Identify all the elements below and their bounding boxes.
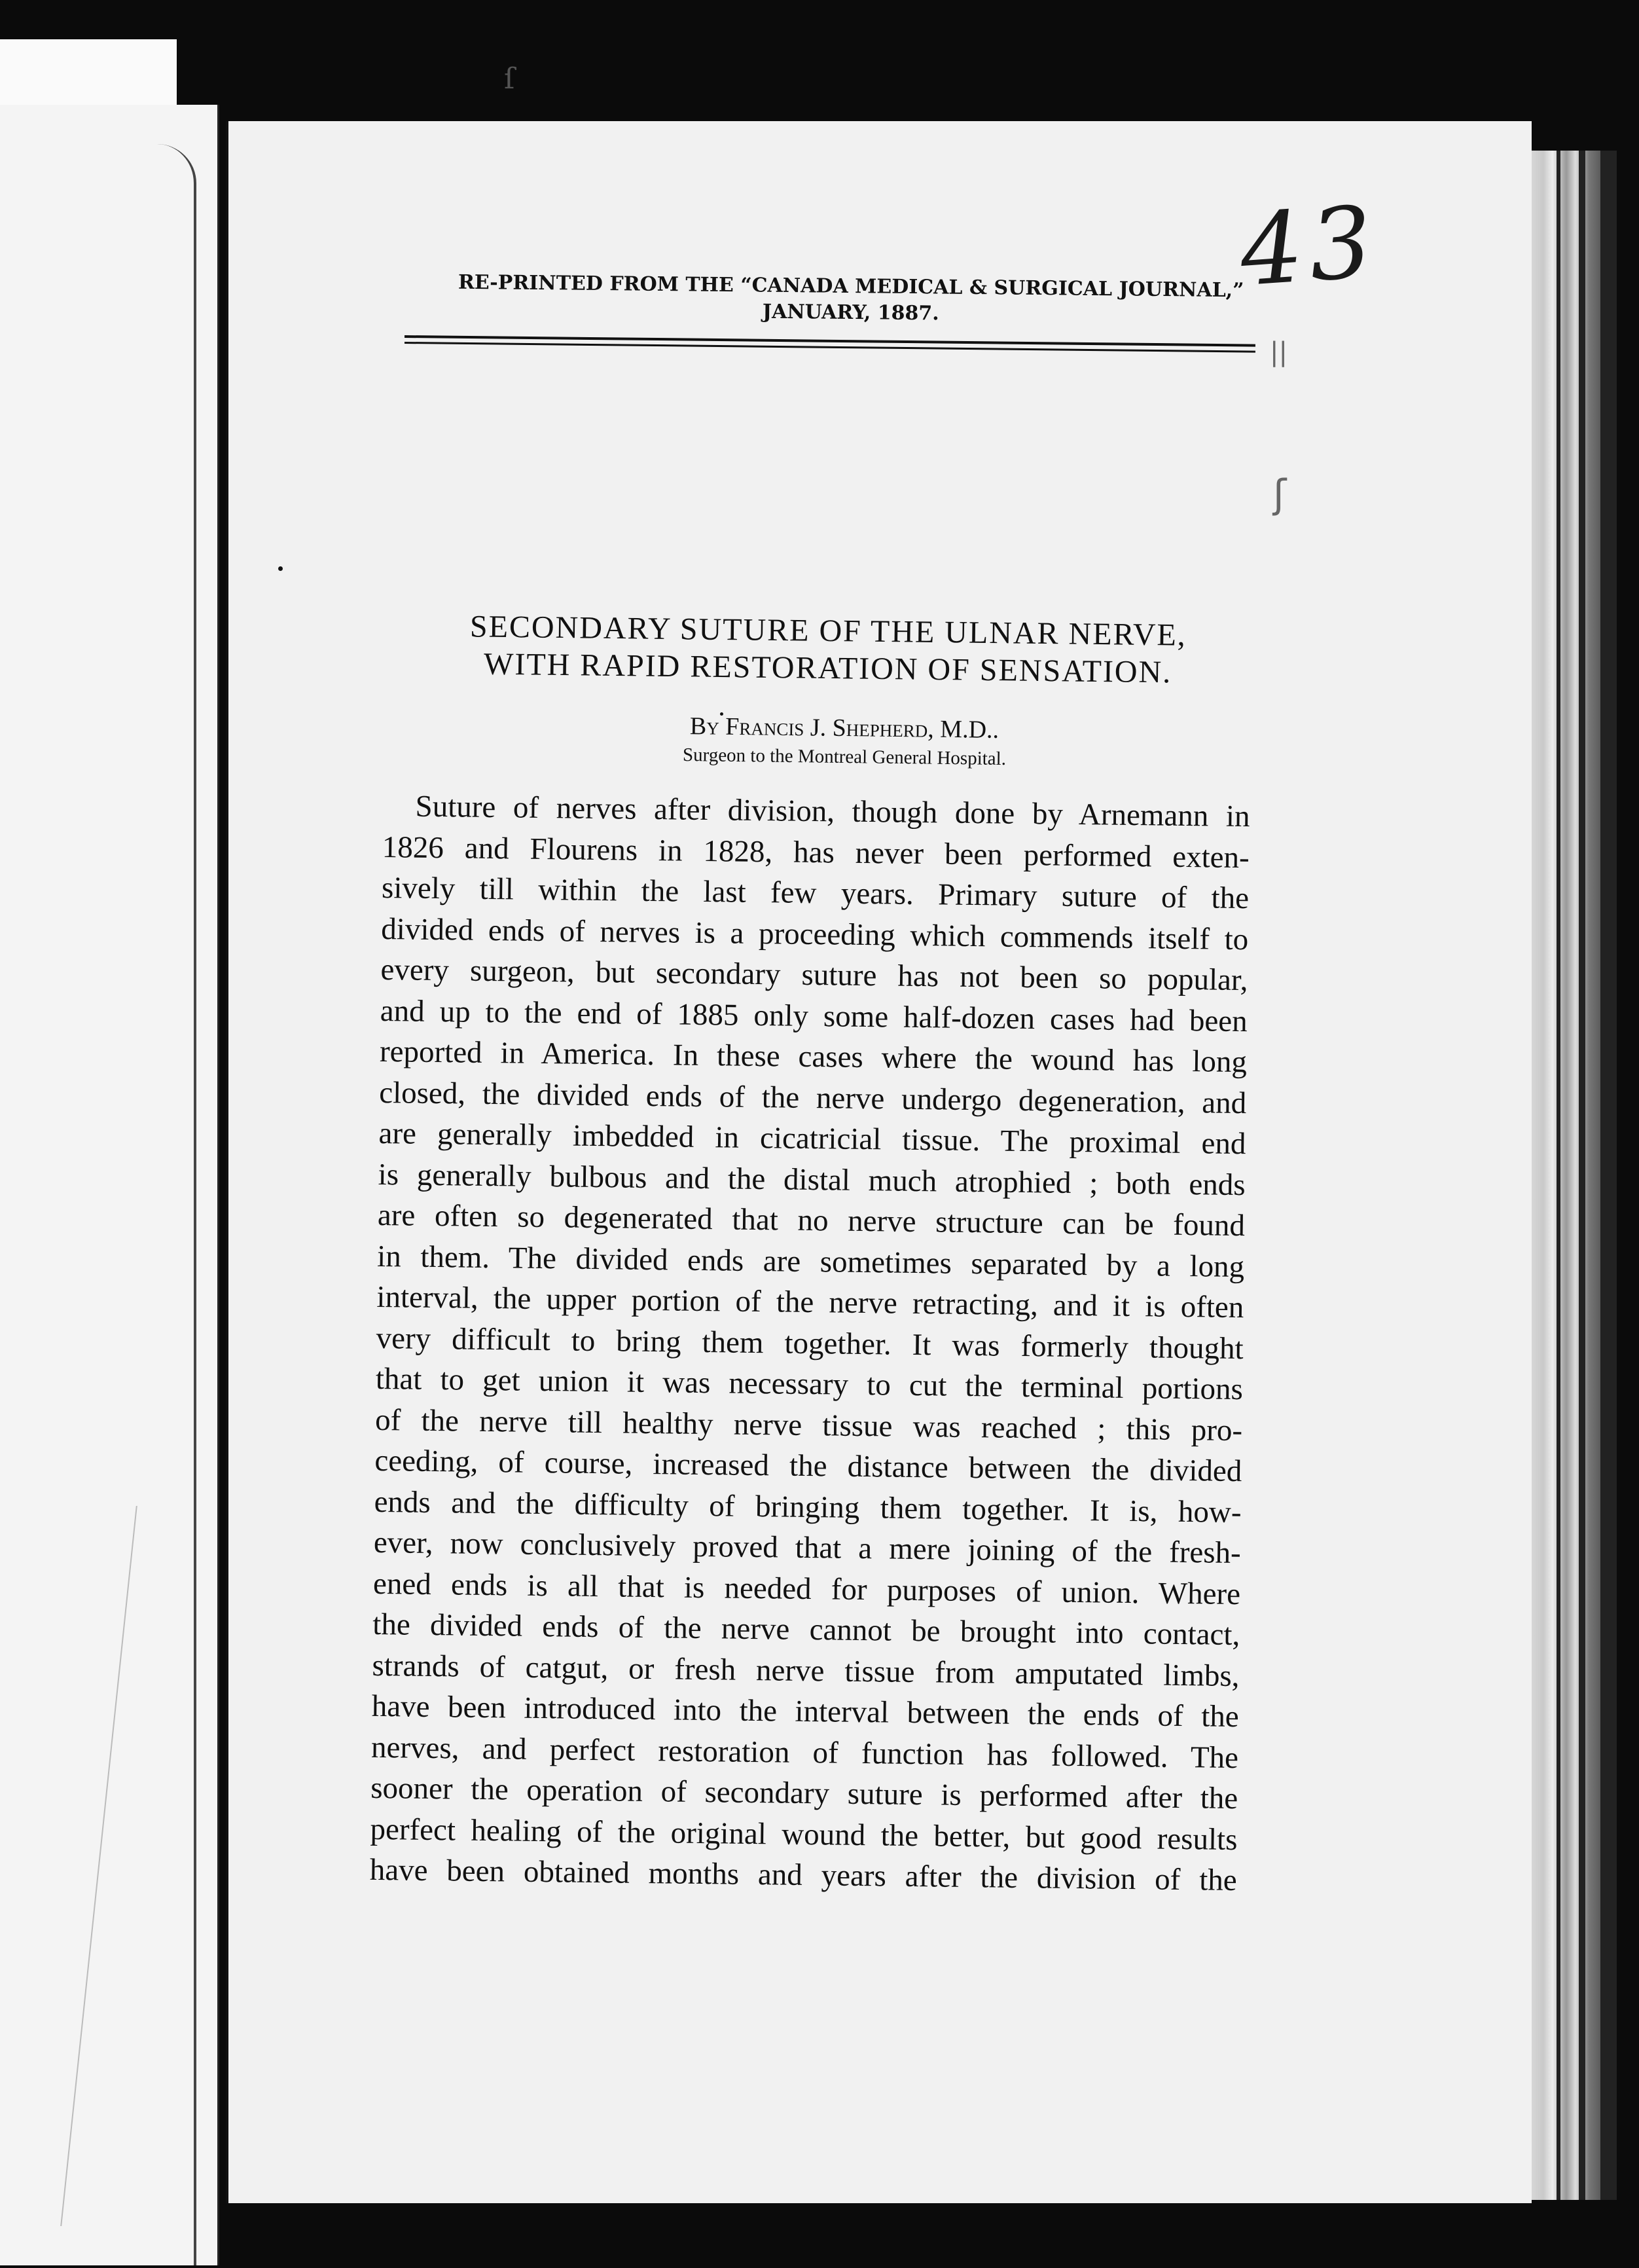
body-line: have been obtained months and years after the division of the	[369, 1852, 1237, 1898]
body-line: of the nerve till healthy nerve tissue was reached ; this pro-	[374, 1402, 1243, 1448]
body-line: sooner the operation of secondary suture is performed after the	[370, 1770, 1238, 1816]
body-line: nerves, and perfect restoration of function has followed. The	[370, 1730, 1239, 1775]
body-line: the divided ends of the nerve cannot be brought into contact,	[372, 1607, 1240, 1653]
margin-mark: ʃ	[1273, 471, 1287, 517]
body-line: are generally imbedded in cicatricial tissue. The proximal end	[378, 1116, 1246, 1161]
body-line: ever, now conclusively proved that a mere joining of the fresh-	[373, 1525, 1242, 1571]
handwritten-folio-number: 43	[1236, 185, 1382, 309]
page-stack-line	[1600, 151, 1617, 2200]
article-body	[369, 786, 1250, 1901]
body-line: perfect healing of the original wound the better, but good results	[370, 1812, 1238, 1857]
body-line: sively till within the last few years. Primary suture of the	[381, 870, 1250, 916]
body-line: 1826 and Flourens in 1828, has never been performed exten-	[382, 830, 1250, 875]
reprint-source: RE-PRINTED FROM THE “CANADA MEDICAL & SURGICAL JOURNAL,”	[458, 270, 1244, 302]
article-title	[392, 607, 1263, 692]
page-stack-line	[1557, 151, 1560, 2200]
body-line: divided ends of nerves is a proceeding which commends itself to	[381, 911, 1249, 957]
title-line: SECONDARY SUTURE OF THE ULNAR NERVE,	[469, 609, 1187, 653]
body-line: are often so degenerated that no nerve structure can be found	[377, 1198, 1246, 1243]
ink-speck	[278, 566, 283, 571]
author-byline: By Francis J. Shepherd, M.D..	[689, 712, 1000, 744]
body-line: have been introduced into the interval between the ends of the	[371, 1689, 1240, 1734]
title-line: WITH RAPID RESTORATION OF SENSATION.	[483, 646, 1172, 690]
left-page-edge	[0, 39, 177, 111]
body-line: reported in America. In these cases where the wound has long	[379, 1034, 1248, 1080]
body-line: ened ends is all that is needed for purposes of union. Where	[372, 1566, 1241, 1611]
body-line: strands of catgut, or fresh nerve tissue from amputated limbs,	[372, 1648, 1240, 1693]
page-stack-line	[1579, 151, 1585, 2200]
margin-mark: ||	[1270, 337, 1288, 367]
left-page-curve	[157, 144, 196, 2265]
body-line: in them. The divided ends are sometimes separated by a long	[376, 1239, 1245, 1284]
reprint-date: JANUARY, 1887.	[762, 300, 939, 325]
body-line: very difficult to bring them together. It was formerly thought	[376, 1321, 1244, 1366]
author-affiliation: Surgeon to the Montreal General Hospital.	[682, 744, 1007, 770]
body-line: and up to the end of 1885 only some half-dozen cases had been	[380, 993, 1248, 1038]
body-line: that to get union it was necessary to cut the terminal portions	[375, 1361, 1244, 1407]
body-line: closed, the divided ends of the nerve undergo degeneration, and	[378, 1075, 1247, 1120]
top-ink-mark: ſ	[504, 62, 515, 96]
body-line: interval, the upper portion of the nerve retracting, and it is often	[376, 1279, 1244, 1325]
reprint-notice	[399, 269, 1303, 331]
body-line: ceeding, of course, increased the distance between the divided	[374, 1443, 1242, 1489]
body-line: every surgeon, but secondary suture has not been so popular,	[380, 952, 1248, 998]
body-line: is generally bulbous and the distal much atrophied ; both ends	[378, 1157, 1246, 1202]
body-line: ends and the difficulty of bringing them together. It is, how-	[374, 1484, 1242, 1529]
body-line: Suture of nerves after division, though done by Arnemann in	[415, 789, 1250, 834]
